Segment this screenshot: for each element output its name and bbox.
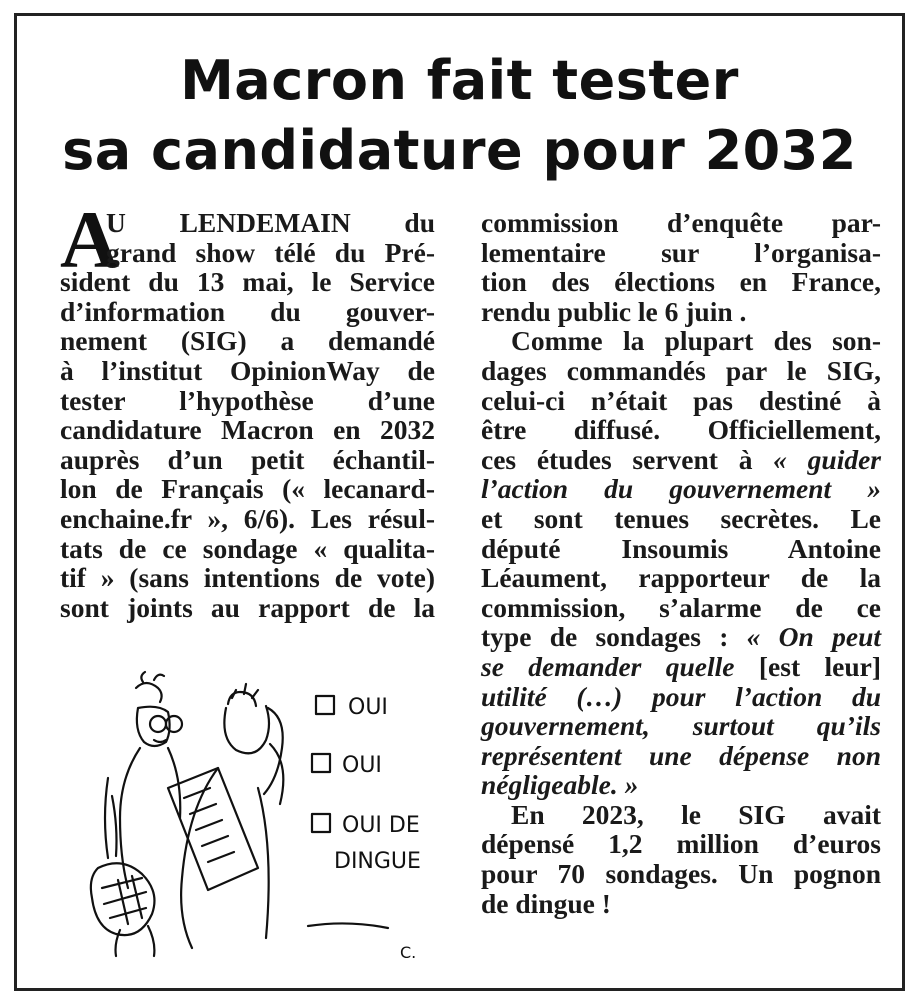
text-line: de dingue ! xyxy=(481,887,611,919)
quote-line: gouvernement, surtout qu’ils xyxy=(481,710,881,742)
checkbox-1 xyxy=(316,696,334,714)
text-line: lementaire sur l’organisa- xyxy=(481,236,881,268)
legs xyxy=(116,926,155,956)
text-line: tats de ce sondage « qualita- xyxy=(60,532,435,564)
bracket-segment: [est leur] xyxy=(758,650,881,682)
glasses-lens xyxy=(150,716,166,732)
text-line: grand show télé du Pré- xyxy=(106,236,435,268)
quote-line: négligeable. » xyxy=(481,769,639,801)
text-line: être diffusé. Officiellement, xyxy=(481,414,881,446)
checkbox-3-label-2: DINGUE xyxy=(334,849,421,874)
text-line: sident du 13 mai, le Service xyxy=(60,266,435,298)
left-body xyxy=(120,748,180,888)
text-line: enchaine.fr », 6/6). Les résul- xyxy=(60,502,435,534)
article-title xyxy=(17,46,902,186)
text-line: et sont tenues secrètes. Le xyxy=(481,502,881,534)
ground-line xyxy=(308,923,388,928)
text-line: lon de Français (« lecanard- xyxy=(60,473,435,505)
text-line xyxy=(481,622,881,652)
rabbit-ears xyxy=(105,778,117,858)
text-line: tif » (sans intentions de vote) xyxy=(60,562,435,594)
text-line: tester l’hypothèse d’une xyxy=(60,384,435,416)
text-line: auprès d’un petit échantil- xyxy=(60,443,435,475)
text-line xyxy=(481,652,881,682)
text-line: Léaument, rapporteur de la xyxy=(481,562,881,594)
checkbox-3 xyxy=(312,814,330,832)
hair-stroke xyxy=(141,672,164,682)
mouth-stroke xyxy=(154,724,166,742)
checkbox-2 xyxy=(312,754,330,772)
title-line-2: sa candidature pour 2032 xyxy=(62,119,857,182)
glasses-lens xyxy=(166,716,182,732)
text-line: En 2023, le SIG avait xyxy=(511,798,881,830)
text-line: nement (SIG) a demandé xyxy=(60,325,435,357)
right-hair xyxy=(264,708,283,804)
quote-segment: se demander quelle xyxy=(481,650,759,682)
text-line: pour 70 sondages. Un pognon xyxy=(481,858,881,890)
quote-line: l’action du gouvernement » xyxy=(481,473,881,505)
right-column xyxy=(481,208,881,918)
text-line xyxy=(481,445,881,475)
checkbox-2-label: OUI xyxy=(342,753,382,778)
text-segment: type de sondages : xyxy=(481,621,747,653)
left-column xyxy=(60,194,435,623)
quote-segment: « On peut xyxy=(746,621,881,653)
hair-stroke xyxy=(136,683,162,702)
text-line: commission, s’alarme de ce xyxy=(481,591,881,623)
text-line: sont joints au rapport de la xyxy=(60,591,435,623)
artist-signature: C. xyxy=(400,943,417,962)
text-line: commission d’enquête par- xyxy=(481,207,881,238)
text-line: celui-ci n’était pas destiné à xyxy=(481,384,881,416)
text-line: candidature Macron en 2032 xyxy=(60,414,435,446)
text-line: député Insoumis Antoine xyxy=(481,532,881,564)
text-line: d’information du gouver- xyxy=(60,295,435,327)
text-line: U LENDEMAIN du xyxy=(106,207,435,238)
text-line: à l’institut OpinionWay de xyxy=(60,354,435,386)
checkbox-3-label: OUI DE xyxy=(342,813,420,838)
hair-stroke xyxy=(232,684,258,698)
quote-line: représentent une dépense non xyxy=(481,739,881,771)
cartoon-drawing xyxy=(58,668,438,968)
text-line: Comme la plupart des son- xyxy=(511,325,881,357)
text-line: tion des élections en France, xyxy=(481,266,881,298)
checkbox-1-label: OUI xyxy=(348,695,388,720)
quote-line: utilité (…) pour l’action du xyxy=(481,680,881,712)
drop-cap: A xyxy=(60,194,120,285)
quote-segment: « guider xyxy=(773,443,881,475)
text-line: rendu public le 6 juin . xyxy=(481,295,747,327)
text-line: dépensé 1,2 million d’euros xyxy=(481,828,881,860)
basket-weave xyxy=(102,876,146,924)
cartoon-illustration xyxy=(58,668,438,968)
title-line-1: Macron fait tester xyxy=(180,49,739,112)
right-face xyxy=(224,706,269,753)
text-segment: ces études servent à xyxy=(481,443,774,475)
text-line: dages commandés par le SIG, xyxy=(481,354,881,386)
